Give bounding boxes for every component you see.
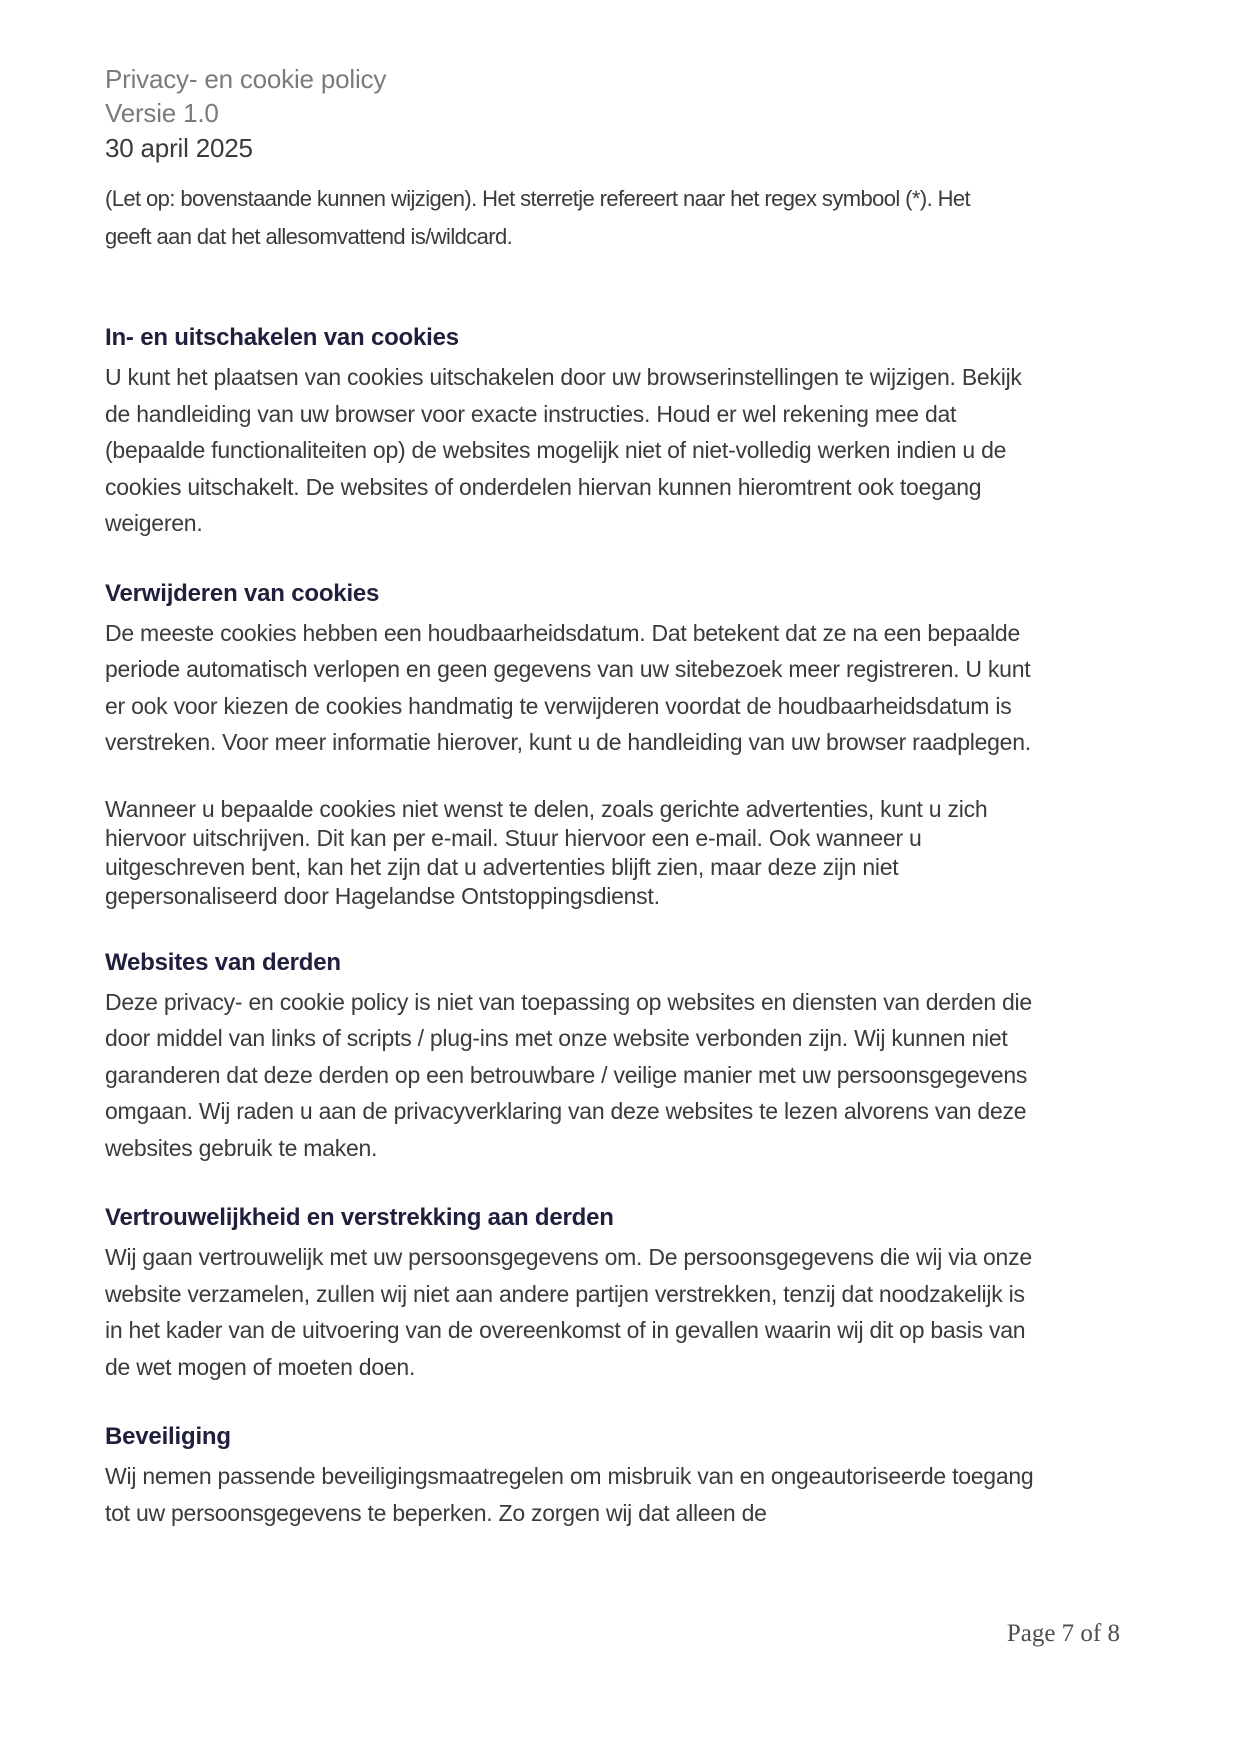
paragraph: U kunt het plaatsen van cookies uitschakelen door uw browserinstellingen te wijzigen. Bekijk de handleiding van uw browser voor exacte instructies. Houd er wel rekening mee dat (bepaalde functionaliteiten op) de websites mogelijk niet of niet-volledig werken indien u de cookies uitschakelt. De websites of onderdelen hiervan kunnen hieromtrent ook toegang weigeren. [105, 364, 1022, 536]
paragraph: Wij nemen passende beveiligingsmaatregelen om misbruik van en ongeautoriseerde toegang tot uw persoonsgegevens te beperken. Zo zorgen wij dat alleen de [105, 1463, 1034, 1526]
section-heading: Verwijderen van cookies [105, 579, 380, 607]
section-heading: In- en uitschakelen van cookies [105, 324, 459, 351]
paragraph: De meeste cookies hebben een houdbaarheidsdatum. Dat betekent dat ze na een bepaalde periode automatisch verlopen en geen gegevens van uw sitebezoek meer registreren. U kunt er ook voor kiezen de cookies handmatig te verwijderen voordat de houdbaarheidsdatum is verstreken. Voor meer informatie hierover, kunt u de handleiding van uw browser raadplegen. [105, 619, 1031, 755]
document-date: 30 april 2025 [105, 133, 253, 163]
paragraph: Wij gaan vertrouwelijk met uw persoonsgegevens om. De persoonsgegevens die wij via onze website verzamelen, zullen wij niet aan andere partijen verstrekken, tenzij dat noodzakelijk is in het kader van de uitvoering van de overeenkomst of in gevallen waarin wij dit op basis van de wet mogen of moeten doen. [105, 1244, 1032, 1380]
section-vertrouwelijkheid [105, 1200, 1055, 1385]
paragraph: Wanneer u bepaalde cookies niet wenst te delen, zoals gerichte advertenties, kunt u zich hiervoor uitschrijven. Dit kan per e-mail. Stuur hiervoor een e-mail. Ook wanneer u uitgeschreven bent, kan het zijn dat u advertenties blijft zien, maar deze zijn niet gepersonaliseerd door Hagelandse Ontstoppingsdienst. [105, 795, 988, 909]
section-cookies-in-uitschakelen [105, 320, 1055, 542]
section-websites-van-derden [105, 945, 1055, 1167]
section-heading: Websites van derden [105, 948, 341, 976]
note-paragraph: (Let op: bovenstaande kunnen wijzigen). Het sterretje refereert naar het regex symbool (*). Het geeft aan dat het allesomvattend is/wildcard. [105, 186, 971, 249]
document-title: Privacy- en cookie policy [105, 64, 387, 94]
section-heading: Vertrouwelijkheid en verstrekking aan derden [105, 1204, 614, 1231]
page-number: Page 7 of 8 [1006, 1620, 1120, 1647]
paragraph: Deze privacy- en cookie policy is niet van toepassing op websites en diensten van derden die door middel van links of scripts / plug-ins met onze website verbonden zijn. Wij kunnen niet garanderen dat deze derden op een betrouwbare / veilige manier met uw persoonsgegevens omgaan. Wij raden u aan de privacyverklaring van deze websites te lezen alvorens van deze websites gebruik te maken. [105, 988, 1032, 1161]
document-version: Versie 1.0 [105, 98, 219, 128]
section-cookies-verwijderen [105, 576, 1055, 911]
section-beveiliging [105, 1419, 1055, 1531]
section-heading: Beveiliging [105, 1423, 231, 1450]
